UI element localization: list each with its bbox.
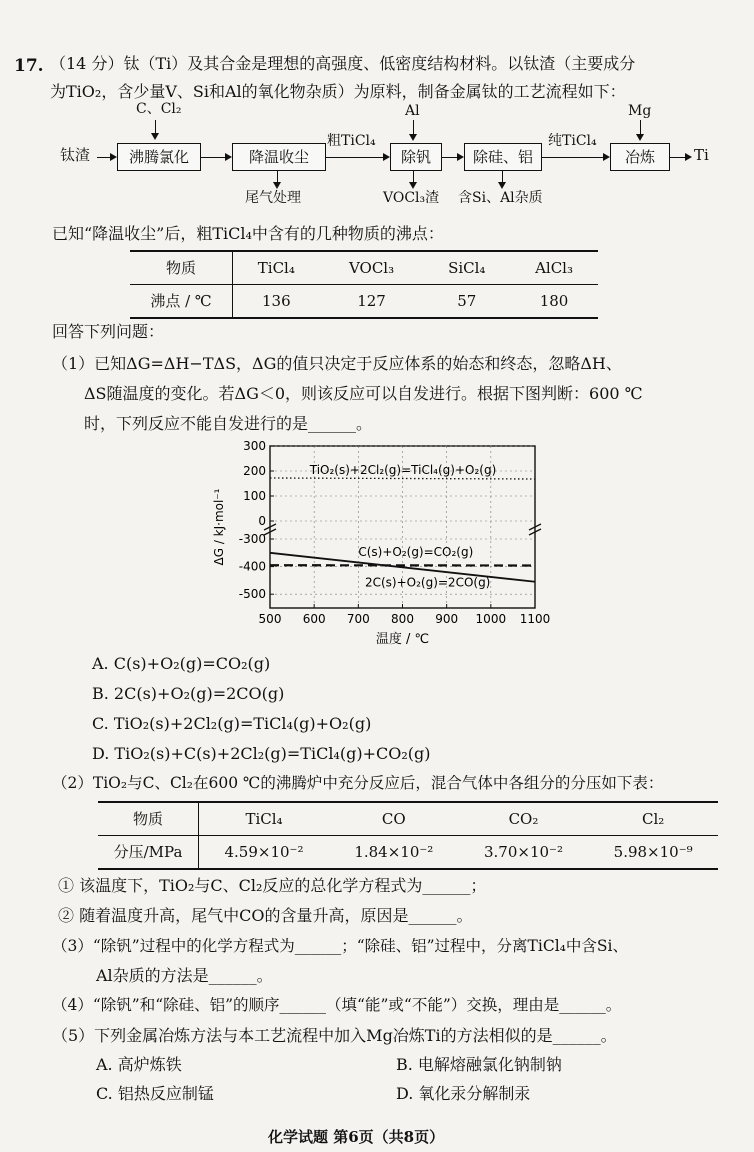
down-arrow <box>413 171 414 187</box>
page-footer: 化学试题 第6页（共8页） <box>268 1128 445 1146</box>
y-tick-label: 200 <box>243 464 266 478</box>
delta-g-chart <box>205 436 565 651</box>
box-remove-si-al: 除硅、铝 <box>464 143 542 171</box>
box-remove-v: 除钒 <box>390 143 442 171</box>
part3-line1: （3）“除钒”过程中的化学方程式为______；“除硅、铝”过程中，分离TiCl₄中含Si、 <box>52 937 628 955</box>
si-al-impurity: 含Si、Al杂质 <box>458 190 543 206</box>
y-axis-label: ΔG / kJ·mol⁻¹ <box>212 488 226 566</box>
series-label: TiO₂(s)+2Cl₂(g)=TiCl₄(g)+O₂(g) <box>309 462 497 477</box>
box-chlorination: 沸腾氯化 <box>117 143 201 171</box>
answer-prompt: 回答下列问题： <box>52 322 165 341</box>
right-arrow <box>670 157 690 158</box>
part1-line3: 时，下列反应不能自发进行的是______。 <box>84 414 373 433</box>
reagent-mg: Mg <box>628 103 652 119</box>
table-cell: 5.98×10⁻⁹ <box>588 836 718 870</box>
table-header: AlCl₃ <box>510 251 598 285</box>
vocl3-residue: VOCl₃渣 <box>383 190 440 206</box>
table-header: VOCl₃ <box>320 251 424 285</box>
table-cell: 分压/MPa <box>98 836 199 870</box>
series-label: 2C(s)+O₂(g)=2CO(g) <box>364 575 491 590</box>
flow-start: 钛渣 <box>60 146 91 164</box>
part5-option-c: C. 铝热反应制锰 <box>96 1084 214 1103</box>
part5-stem: （5）下列金属冶炼方法与本工艺流程中加入Mg冶炼Ti的方法相似的是______。 <box>52 1026 617 1045</box>
table-header: SiCl₄ <box>423 251 510 285</box>
part3-line2: Al杂质的方法是______。 <box>96 966 273 985</box>
part5-option-a: A. 高炉炼铁 <box>96 1055 182 1074</box>
part1-line2: ΔS随温度的变化。若ΔG＜0，则该反应可以自发进行。根据下图判断：600 ℃ <box>84 384 643 403</box>
right-arrow <box>97 157 115 158</box>
table-cell: 沸点 / ℃ <box>130 285 233 319</box>
part1-line1: （1）已知ΔG=ΔH−TΔS，ΔG的值只决定于反应体系的始态和终态，忽略ΔH、 <box>52 354 622 373</box>
part2-intro: （2）TiO₂与C、Cl₂在600 ℃的沸腾炉中充分反应后，混合气体中各组分的分压如下表： <box>52 774 664 792</box>
down-arrow <box>277 171 278 187</box>
table-header: Cl₂ <box>588 802 718 836</box>
part1-option-d: D. TiO₂(s)+C(s)+2Cl₂(g)=TiCl₄(g)+CO₂(g) <box>92 744 431 763</box>
part1-option-b: B. 2C(s)+O₂(g)=2CO(g) <box>92 684 285 703</box>
flow-end: Ti <box>694 146 709 164</box>
y-tick-label: 100 <box>243 489 266 503</box>
x-axis-label: 温度 / ℃ <box>375 632 430 647</box>
table-cell: 127 <box>320 285 424 319</box>
y-tick-label: -500 <box>238 587 266 602</box>
boiling-intro: 已知“降温收尘”后，粗TiCl₄中含有的几种物质的沸点： <box>52 224 444 243</box>
question-number: 17. <box>14 56 44 76</box>
part2-q2: ② 随着温度升高，尾气中CO的含量升高，原因是______。 <box>58 906 473 925</box>
right-arrow <box>326 157 388 158</box>
x-tick-label: 500 <box>258 612 282 626</box>
x-tick-label: 900 <box>435 612 459 626</box>
x-tick-label: 700 <box>346 612 370 626</box>
part1-option-a: A. C(s)+O₂(g)=CO₂(g) <box>92 654 271 673</box>
down-arrow <box>502 171 503 187</box>
right-arrow <box>542 157 608 158</box>
table-cell: 1.84×10⁻² <box>329 836 459 870</box>
table-cell: 136 <box>233 285 320 319</box>
table-header: TiCl₄ <box>199 802 329 836</box>
table-header: CO <box>329 802 459 836</box>
down-arrow <box>413 120 414 139</box>
x-tick-label: 1000 <box>475 612 507 626</box>
right-arrow <box>442 157 462 158</box>
partial-pressure-table <box>98 801 718 870</box>
question-intro-line1: （14 分）钛（Ti）及其合金是理想的高强度、低密度结构材料。以钛渣（主要成分 <box>50 54 636 73</box>
pure-ticl4-label: 纯TiCl₄ <box>548 133 597 149</box>
part1-option-c: C. TiO₂(s)+2Cl₂(g)=TiCl₄(g)+O₂(g) <box>92 714 372 733</box>
y-tick-label: 300 <box>243 439 266 453</box>
table-cell: 4.59×10⁻² <box>199 836 329 870</box>
table-cell: 180 <box>510 285 598 319</box>
x-tick-label: 800 <box>391 612 414 626</box>
table-header: TiCl₄ <box>233 251 320 285</box>
reagent-c-cl2: C、Cl₂ <box>136 101 182 117</box>
reagent-al: Al <box>405 103 420 119</box>
table-cell: 57 <box>423 285 510 319</box>
table-header: 物质 <box>130 251 233 285</box>
x-tick-label: 1100 <box>519 612 551 626</box>
chart-svg <box>205 436 565 651</box>
table-header: CO₂ <box>459 802 589 836</box>
down-arrow <box>640 120 641 139</box>
y-tick-label: -400 <box>238 559 266 574</box>
table-cell: 3.70×10⁻² <box>459 836 589 870</box>
series-label: C(s)+O₂(g)=CO₂(g) <box>358 544 474 559</box>
tail-gas: 尾气处理 <box>245 190 301 206</box>
part2-q1: ① 该温度下，TiO₂与C、Cl₂反应的总化学方程式为______； <box>58 876 487 895</box>
part4-text: （4）“除钒”和“除硅、铝”的顺序______（填“能”或“不能”）交换，理由是______。 <box>52 996 622 1014</box>
part5-option-d: D. 氧化汞分解制汞 <box>396 1084 531 1103</box>
right-arrow <box>201 157 230 158</box>
part5-option-b: B. 电解熔融氯化钠制钠 <box>396 1055 562 1074</box>
x-tick-label: 600 <box>302 612 326 626</box>
box-smelting: 冶炼 <box>610 143 670 171</box>
y-tick-label: -300 <box>238 532 266 546</box>
question-intro-line2: 为TiO₂，含少量V、Si和Al的氧化物杂质）为原料，制备金属钛的工艺流程如下： <box>50 82 626 101</box>
table-header: 物质 <box>98 802 199 836</box>
down-arrow <box>155 120 156 138</box>
box-cooling-dust: 降温收尘 <box>232 143 326 171</box>
boiling-point-table <box>130 250 598 319</box>
series-line-1 <box>270 478 535 479</box>
y-tick-label: 0 <box>258 514 266 528</box>
crude-ticl4-label: 粗TiCl₄ <box>327 133 376 149</box>
